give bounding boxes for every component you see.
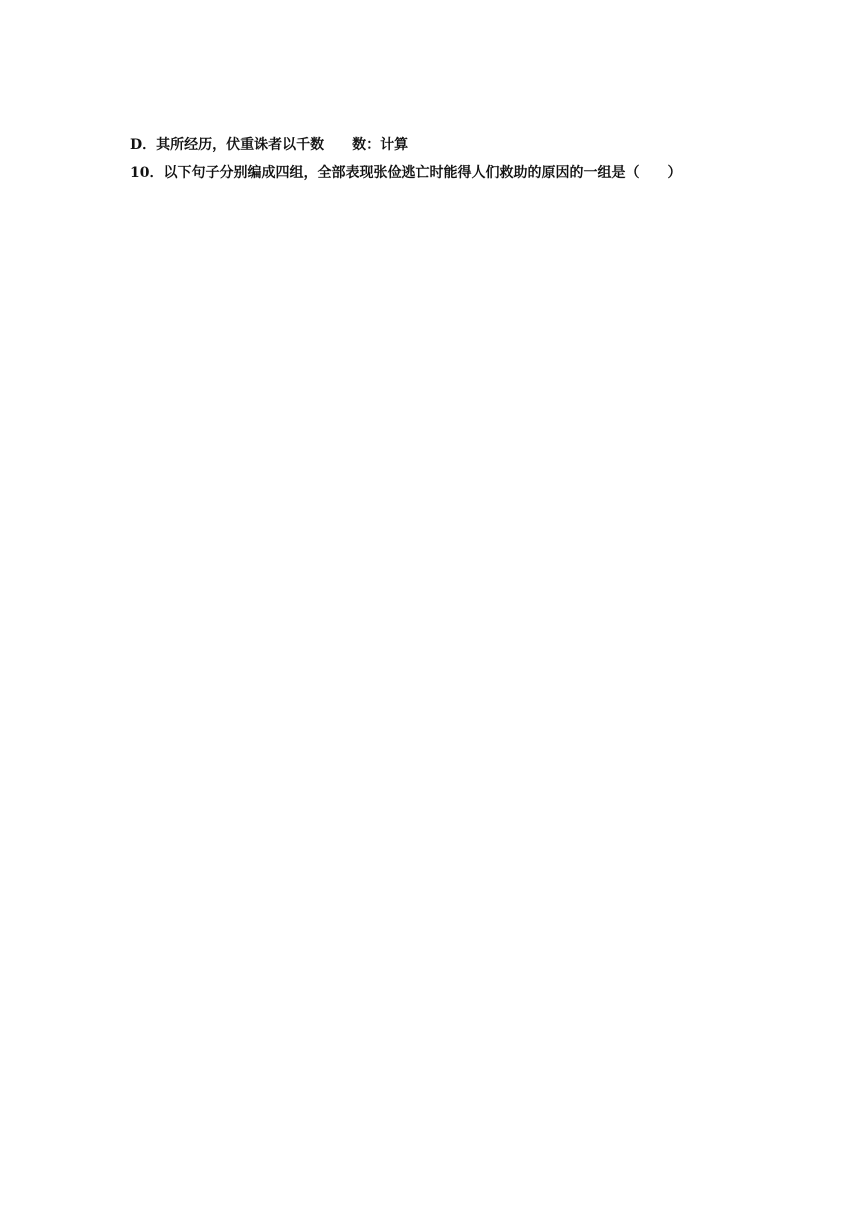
q10-stem: 10．以下句子分别编成四组，全部表现张俭逃亡时能得人们救助的原因的一组是（ ）	[130, 165, 682, 181]
q9-option-d: D．其所经历，伏重诛者以千数 数：计算	[130, 137, 409, 153]
